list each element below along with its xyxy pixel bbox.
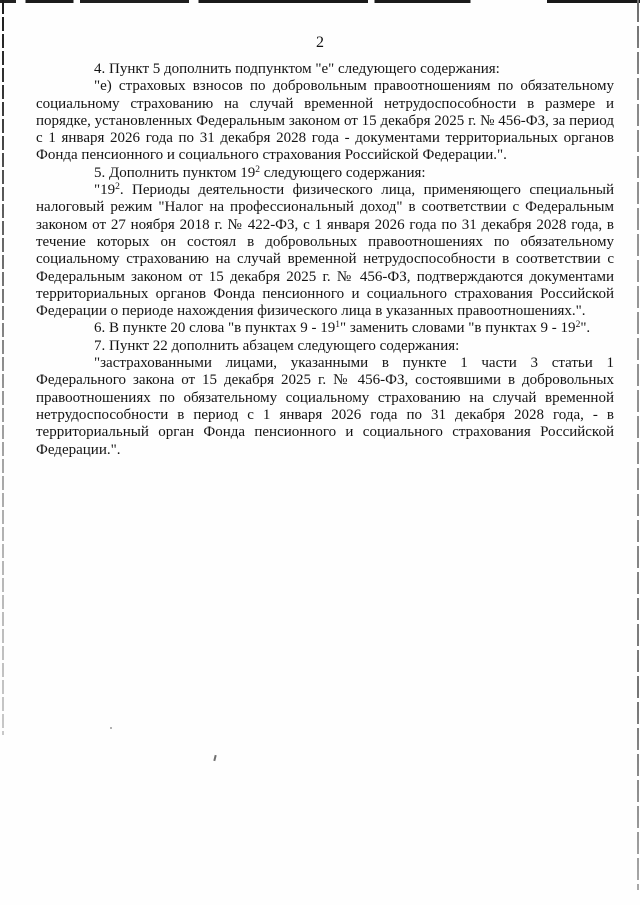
paragraph (36, 61, 614, 78)
scan-border-right (637, 0, 639, 890)
paragraph (36, 182, 614, 320)
text-segment: 5. Дополнить пунктом 19 (94, 164, 256, 181)
paragraph (36, 338, 614, 355)
text-segment: 4. Пункт 5 дополнить подпунктом "е" следующего содержания: (94, 61, 500, 77)
scan-artifact (110, 727, 112, 729)
scan-border-left (2, 0, 4, 735)
text-segment: "е) страховых взносов по добровольным правоотношениям по обязательному социальному страхованию на случай временной нетрудоспособности в размере и порядке, установленных Федеральным законом от 15 декабря 2025 г. № 456-ФЗ, за период с 1 января 2026 года по 31 декабря 2028 года - документами территориальных органов Фонда пенсионного и социального страхования Российской Федерации.". (36, 78, 614, 164)
paragraph (36, 165, 614, 182)
paragraph (36, 320, 614, 337)
text-segment: следующего содержания: (259, 164, 426, 181)
superscript: 1 (335, 320, 341, 331)
superscript: 2 (115, 182, 120, 193)
text-segment: "застрахованными лицами, указанными в пункте 1 части 3 статьи 1 Федерального закона от 15 декабря 2025 г. № 456-ФЗ, состоявшими в добровольных правоотношениях по обязательному социальному страхованию на случай временной нетрудоспособности в период с 1 января 2026 года по 31 декабря 2028 года, - в территориальный орган Фонда пенсионного и социального страхования Российской Федерации.". (36, 355, 614, 458)
text-segment: 7. Пункт 22 дополнить абзацем следующего содержания: (94, 337, 460, 354)
page-number: 2 (316, 34, 324, 51)
scan-artifact (213, 755, 216, 761)
text-segment: 6. В пункте 20 слова "в пунктах 9 - 19 (94, 320, 336, 337)
text-segment: "19 (94, 182, 116, 199)
superscript: 2 (575, 320, 581, 331)
paragraph (36, 78, 614, 164)
scan-border-top (0, 0, 640, 3)
text-segment: ". (580, 320, 591, 337)
document-body (36, 61, 614, 459)
text-segment: " заменить словами "в пунктах 9 - 19 (340, 320, 576, 337)
paragraph (36, 355, 614, 459)
text-segment: . Периоды деятельности физического лица, применяющего специальный налоговый режим "Налог на профессиональный доход" в соответствии с Федеральным законом от 27 ноября 2018 г. № 422-ФЗ, с 1 января 2026 года по 31 декабря 2028 года, в течение которых он состоял в добровольных правоотношениях по обязательному социальному страхованию на случай временной нетрудоспособности в соответствии с Федеральным законом от 15 декабря 2025 г. № 456-ФЗ, подтверждаются документами территориальных органов Фонда пенсионного и социального страхования Российской Федерации о периоде нахождения физического лица в указанных правоотношениях.". (36, 182, 614, 320)
superscript: 2 (255, 164, 260, 175)
